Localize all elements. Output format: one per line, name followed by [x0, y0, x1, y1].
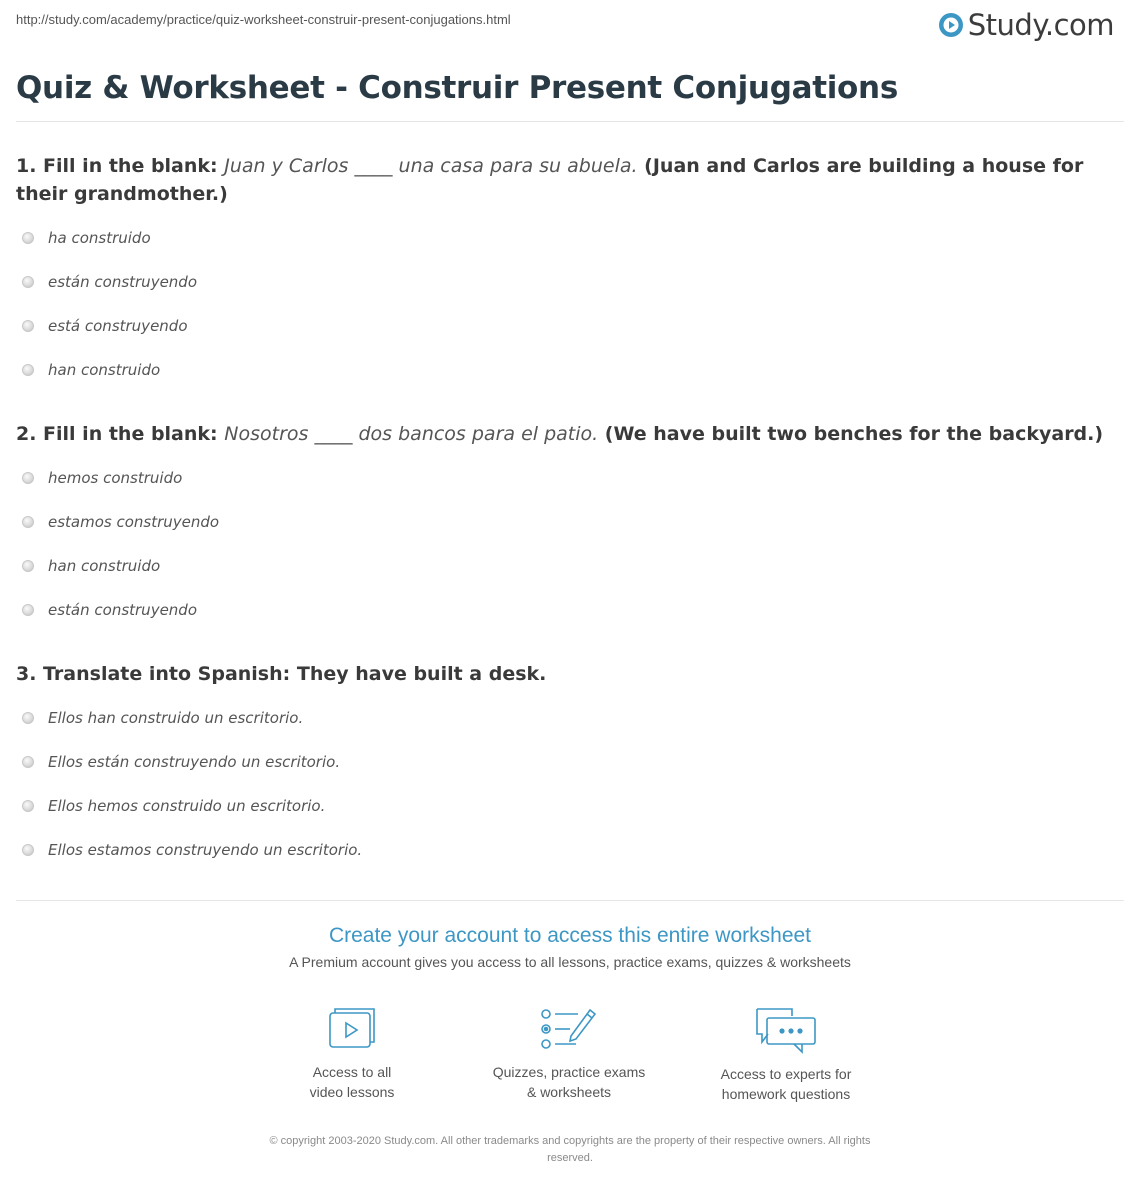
play-circle-icon	[938, 12, 964, 38]
question-prefix: 3. Translate into Spanish: They have built a desk.	[16, 663, 547, 685]
study-logo[interactable]	[938, 8, 1114, 42]
question-prefix: 2. Fill in the blank:	[16, 423, 225, 445]
feature-line-1: Quizzes, practice exams	[492, 1064, 646, 1080]
feature-line-2: & worksheets	[526, 1084, 612, 1100]
feature-line-1: Access to all	[312, 1064, 392, 1080]
radio-button[interactable]	[22, 844, 34, 856]
answer-option[interactable]	[22, 229, 151, 247]
quiz-checklist-icon	[540, 1006, 598, 1052]
option-label: están construyendo	[48, 273, 198, 291]
radio-button[interactable]	[22, 472, 34, 484]
option-label: Ellos están construyendo un escritorio.	[48, 753, 341, 771]
chat-bubbles-icon	[754, 1006, 818, 1054]
question-3	[16, 660, 1116, 688]
answer-option[interactable]	[22, 841, 362, 859]
feature-video-lessons	[252, 1006, 452, 1102]
divider	[16, 121, 1124, 122]
answer-option[interactable]	[22, 709, 303, 727]
radio-button[interactable]	[22, 276, 34, 288]
cta-link[interactable]: Create your account to access this entire worksheet	[328, 924, 812, 947]
option-label: Ellos estamos construyendo un escritorio.	[48, 841, 363, 859]
feature-experts	[686, 1006, 886, 1104]
answer-option[interactable]	[22, 361, 160, 379]
radio-button[interactable]	[22, 800, 34, 812]
radio-button[interactable]	[22, 756, 34, 768]
question-translation: (We have built two benches for the backyard.)	[598, 423, 1104, 445]
radio-button[interactable]	[22, 232, 34, 244]
radio-button[interactable]	[22, 320, 34, 332]
feature-line-2: homework questions	[721, 1086, 851, 1102]
option-label: hemos construido	[48, 469, 183, 487]
logo-text: Study.com	[967, 8, 1114, 42]
question-1	[16, 152, 1116, 208]
answer-option[interactable]	[22, 273, 197, 291]
option-label: estamos construyendo	[48, 513, 220, 531]
answer-option[interactable]	[22, 317, 188, 335]
copyright-line-1: © copyright 2003-2020 Study.com. All other trademarks and copyrights are the property of their respective owners. All rights	[269, 1135, 871, 1147]
option-label: Ellos han construido un escritorio.	[48, 709, 304, 727]
question-translation: (Juan and Carlos are building a house for their grandmother.)	[16, 155, 1084, 205]
video-lessons-icon	[326, 1006, 378, 1052]
radio-button[interactable]	[22, 516, 34, 528]
radio-button[interactable]	[22, 364, 34, 376]
answer-option[interactable]	[22, 797, 325, 815]
copyright-line-2: reserved.	[547, 1152, 593, 1164]
option-label: Ellos hemos construido un escritorio.	[48, 797, 326, 815]
radio-button[interactable]	[22, 560, 34, 572]
divider	[16, 900, 1124, 901]
answer-option[interactable]	[22, 601, 197, 619]
option-label: están construyendo	[48, 601, 198, 619]
copyright	[210, 1133, 930, 1167]
page-url: http://study.com/academy/practice/quiz-worksheet-construir-present-conjugations.html	[16, 12, 511, 27]
question-sentence: Juan y Carlos ____ una casa para su abuela.	[224, 155, 638, 177]
question-prefix: 1. Fill in the blank:	[16, 155, 225, 177]
option-label: han construido	[48, 361, 161, 379]
option-label: ha construido	[48, 229, 151, 247]
answer-option[interactable]	[22, 753, 340, 771]
option-label: han construido	[48, 557, 161, 575]
answer-option[interactable]	[22, 557, 160, 575]
radio-button[interactable]	[22, 712, 34, 724]
cta-subtitle: A Premium account gives you access to all lessons, practice exams, quizzes & worksheets	[289, 954, 851, 970]
question-2	[16, 420, 1116, 448]
radio-button[interactable]	[22, 604, 34, 616]
feature-quizzes	[469, 1006, 669, 1102]
answer-option[interactable]	[22, 513, 219, 531]
option-label: está construyendo	[48, 317, 188, 335]
feature-line-2: video lessons	[309, 1084, 395, 1100]
feature-line-1: Access to experts for	[720, 1066, 852, 1082]
question-sentence: Nosotros ____ dos bancos para el patio.	[224, 423, 599, 445]
page-title: Quiz & Worksheet - Construir Present Conjugations	[16, 70, 898, 106]
answer-option[interactable]	[22, 469, 182, 487]
